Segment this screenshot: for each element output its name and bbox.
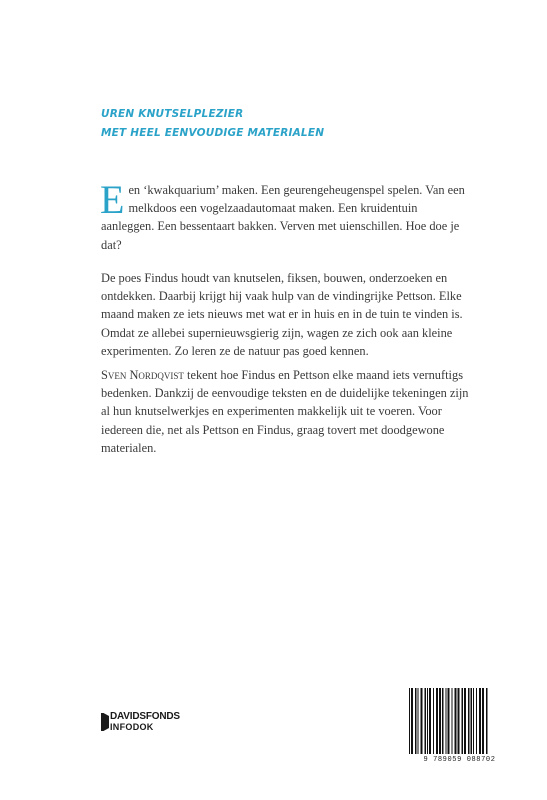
tagline — [101, 105, 324, 143]
blurb-paragraph-1-text: en ‘kwakquarium’ maken. Een geurengeheugenspel spelen. Van een melkdoos een vogelzaadautomaat maken. Een kruidentuin aanleggen. Een bessentaart bakken. Verven met uienschillen. Hoe doe je dat? — [101, 183, 465, 252]
tagline-line-2: MET HEEL EENVOUDIGE MATERIALEN — [101, 127, 325, 139]
barcode-bars — [407, 688, 512, 754]
blurb-paragraph-1 — [100, 177, 473, 254]
author-name: Sven Nordqvist — [101, 368, 184, 382]
tagline-line-1: UREN KNUTSELPLEZIER — [101, 108, 244, 120]
blurb-paragraph-2 — [101, 269, 473, 360]
publisher-imprint: INFODOK — [110, 722, 154, 732]
blurb-paragraph-2-text: De poes Findus houdt van knutselen, fiksen, bouwen, onderzoeken en ontdekken. Daarbij krijgt hij vaak hulp van de vindingrijke Pettson. Elke maand maken ze iets nieuws met wat er in huis en in de tuin te vinden is. Omdat ze allebei supernieuwsgierig zijn, wagen ze zich ook aan kleine experimenten. Zo leren ze de natuur pas goed kennen. — [101, 271, 463, 358]
blurb-paragraph-3 — [101, 366, 473, 457]
blurb-paragraph-3-text: tekent hoe Findus en Pettson elke maand iets vernuftigs bedenken. Dankzij de eenvoudige teksten en de duidelijke tekeningen zijn al hun knutselwerkjes en experimenten makkelijk uit te voeren. Voor iedereen die, net als Pettson en Findus, graag tovert met doodgewone materialen. — [101, 368, 469, 455]
publisher-mark-icon — [101, 713, 109, 731]
publisher-logo — [101, 712, 180, 732]
barcode — [397, 682, 522, 774]
isbn-number: 9 789059 088702 — [423, 756, 496, 764]
drop-cap: E — [100, 177, 125, 222]
publisher-name: DAVIDSFONDS — [110, 711, 180, 722]
